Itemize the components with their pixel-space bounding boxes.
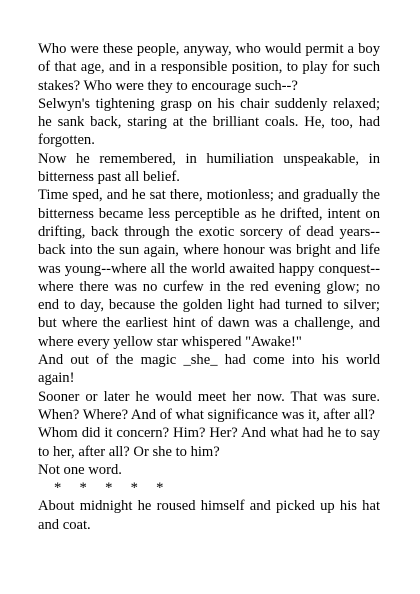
paragraph: Now he remembered, in humiliation unspeakable, in bitterness past all belief. (38, 150, 380, 186)
section-separator: * * * * * (54, 480, 164, 497)
paragraph: Time sped, and he sat there, motionless; and gradually the bitterness became less perceptible as he drifted, intent on drifting, back through the exotic sorcery of dead years--back into the sun again, where honour was bright and life was young--where all the world awaited happy conquest--where there was no curfew in the red evening glow; no end to day, because the golden light had turned to silver; but where the earliest hint of dawn was a challenge, and where every yellow star whispered "Awake!" (38, 187, 380, 350)
paragraph: Sooner or later he would meet her now. That was sure. When? Where? And of what significance was it, after all? (38, 388, 380, 423)
paragraph: Who were these people, anyway, who would permit a boy of that age, and in a responsible position, to play for such stakes? Who were they to encourage such--? (38, 41, 380, 94)
closing-paragraph: About midnight he roused himself and picked up his hat and coat. (38, 498, 380, 533)
paragraph: Not one word. (38, 461, 122, 478)
paragraph: Selwyn's tightening grasp on his chair suddenly relaxed; he sank back, staring at the brilliant coals. He, too, had forgotten. (38, 95, 380, 149)
document-page (38, 40, 380, 534)
paragraph: And out of the magic _she_ had come into his world again! (38, 352, 380, 387)
paragraph: Whom did it concern? Him? Her? And what had he to say to her, after all? Or she to him? (38, 425, 380, 460)
